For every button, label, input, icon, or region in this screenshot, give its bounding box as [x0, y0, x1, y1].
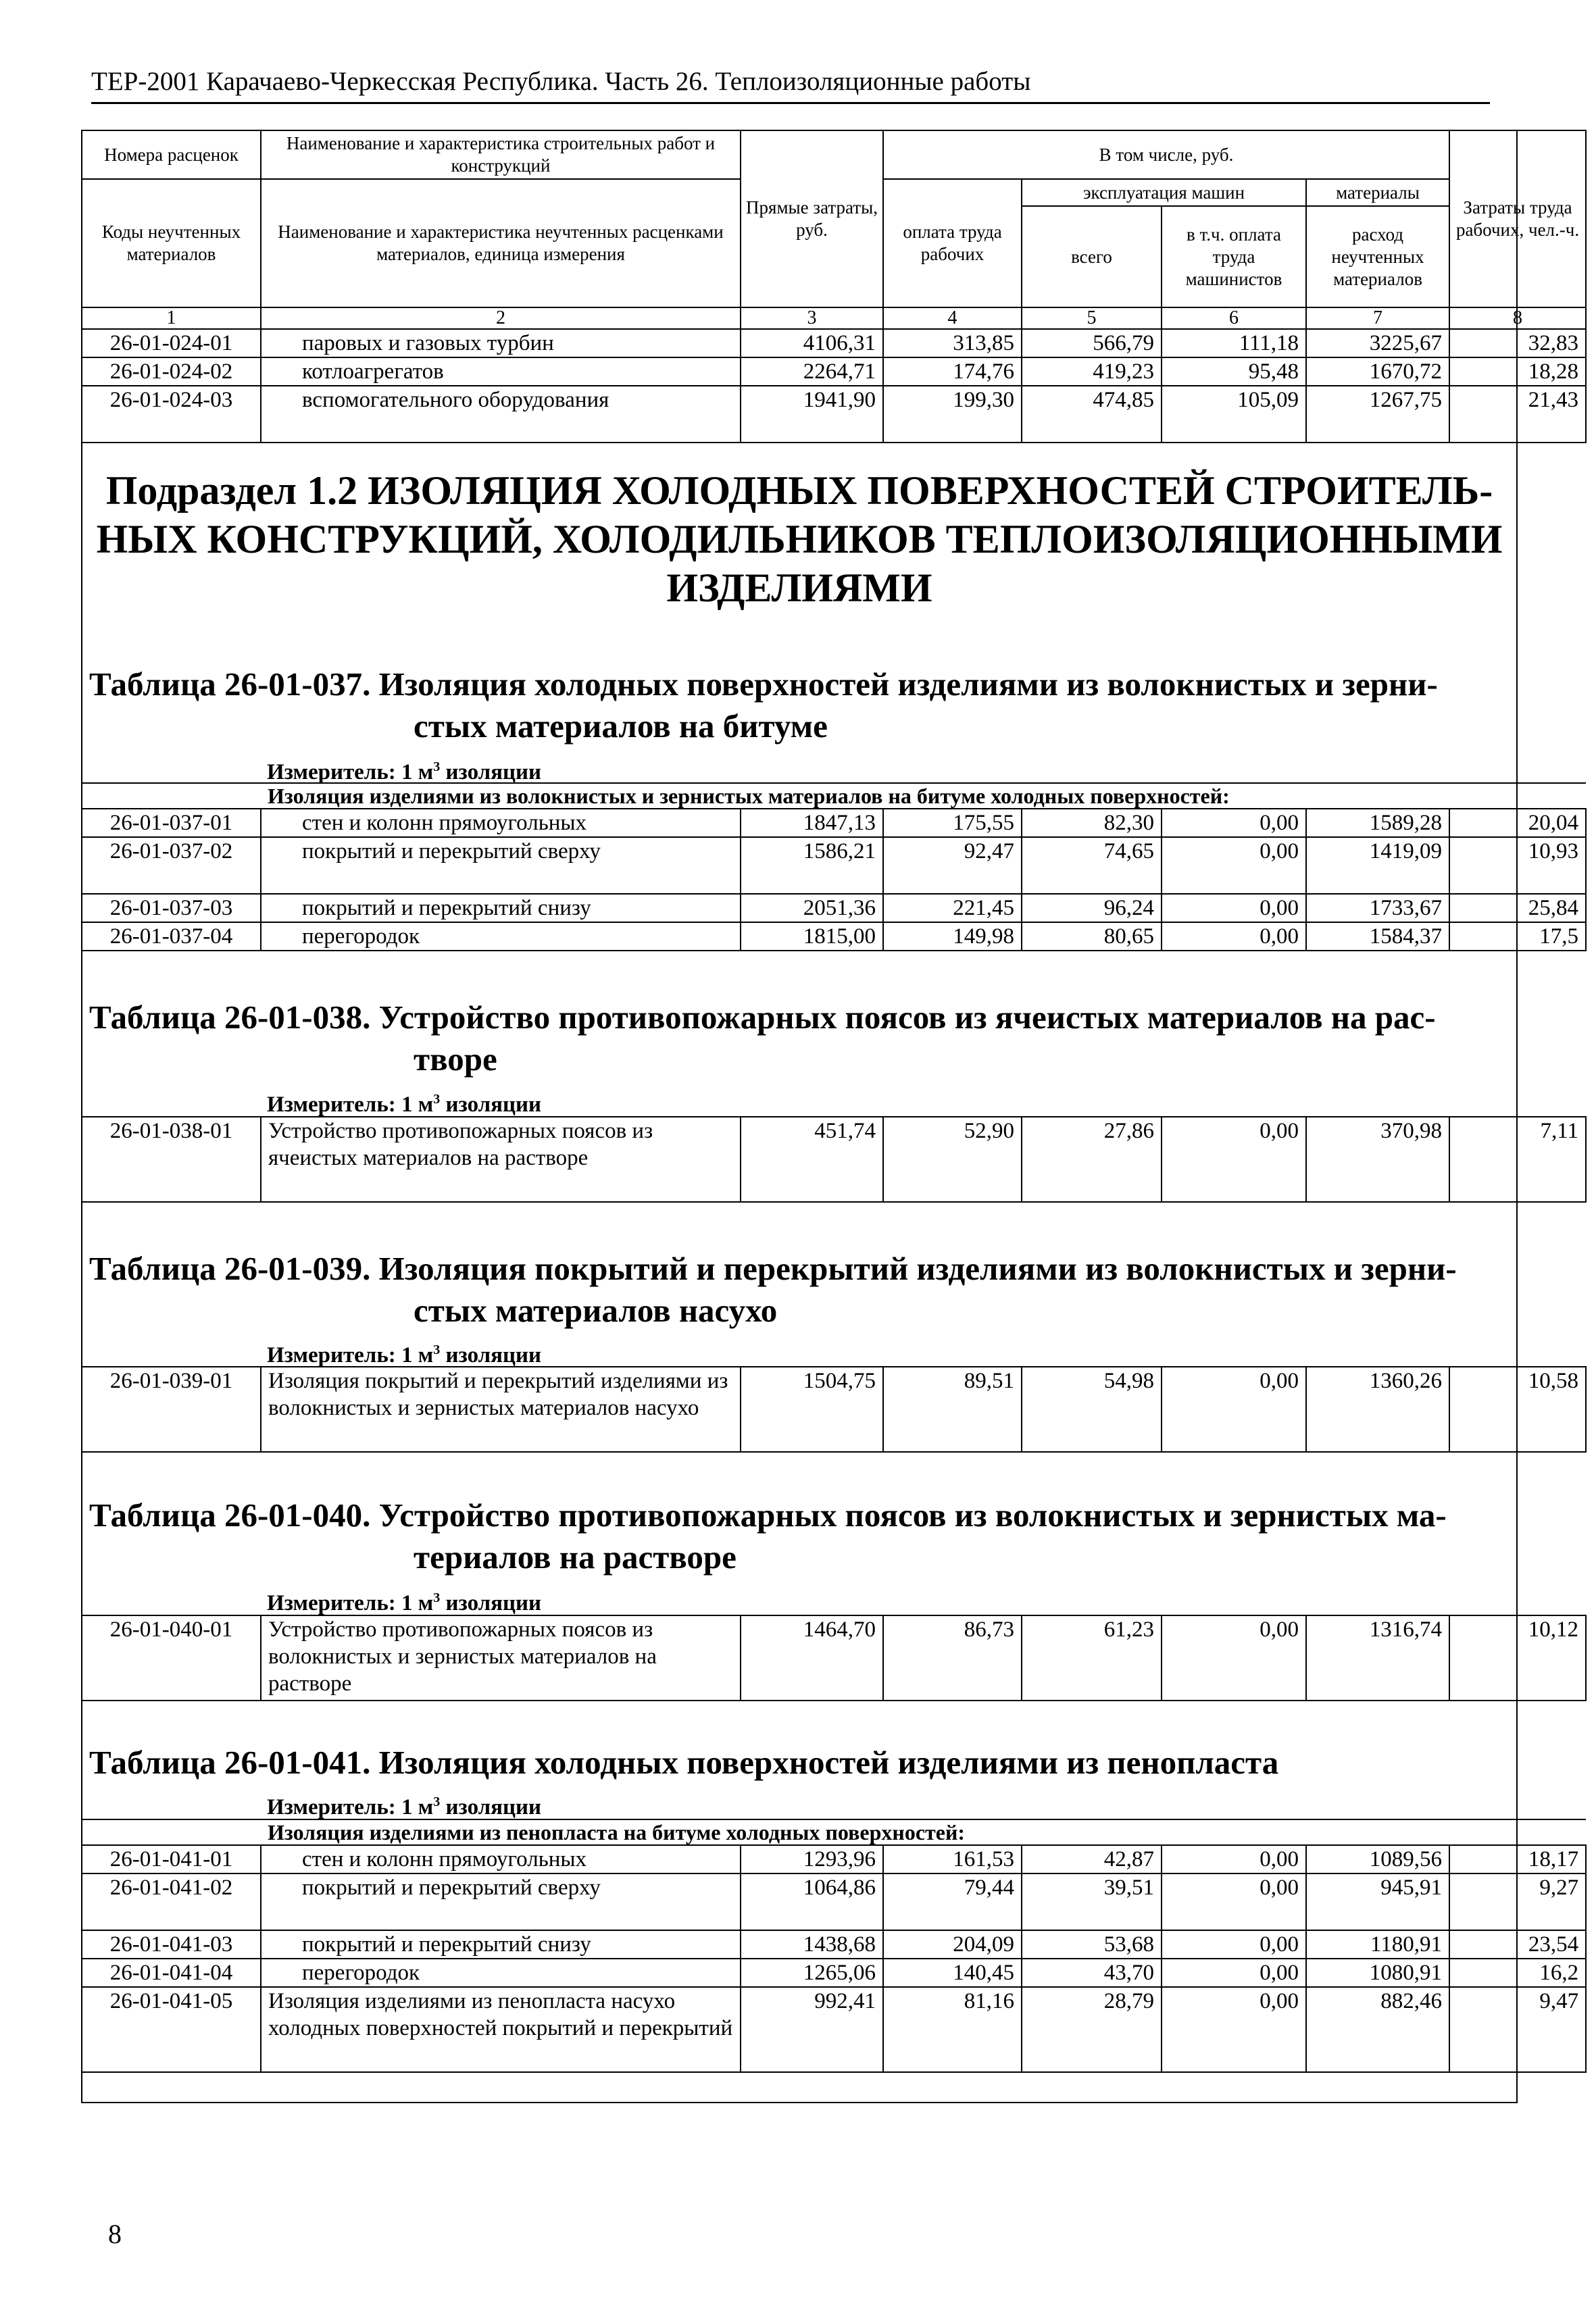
table-row	[82, 1615, 1586, 1701]
row-labor-cost: 18,28	[1449, 357, 1586, 386]
table-039	[81, 1366, 1587, 1453]
table-040-title-line-1: Таблица 26-01-040. Устройство противопожарных поясов из волокнистых и зернистых ма-	[89, 1496, 1447, 1534]
header-direct-costs: Прямые затраты, руб.	[741, 130, 883, 307]
row-machines-labor: 0,00	[1162, 1615, 1306, 1701]
row-machines-labor: 0,00	[1162, 1930, 1306, 1959]
row-code: 26-01-041-01	[82, 1845, 261, 1873]
measure-prefix: Измеритель: 1 м	[267, 1795, 434, 1819]
row-direct: 4106,31	[741, 329, 883, 357]
row-materials: 1080,91	[1306, 1959, 1449, 1987]
row-labor-cost: 9,47	[1449, 1987, 1586, 2072]
row-materials: 3225,67	[1306, 329, 1449, 357]
row-direct: 1464,70	[741, 1615, 883, 1701]
row-machines-labor: 0,00	[1162, 1845, 1306, 1873]
row-labor-pay: 161,53	[883, 1845, 1022, 1873]
header-labor-cost: Затраты труда рабочих, чел.-ч.	[1449, 130, 1586, 307]
row-machines-total: 43,70	[1022, 1959, 1162, 1987]
row-materials: 370,98	[1306, 1117, 1449, 1202]
row-name: покрытий и перекрытий снизу	[261, 894, 741, 922]
row-direct: 1504,75	[741, 1367, 883, 1452]
row-direct: 1815,00	[741, 922, 883, 951]
column-numbers-row	[82, 307, 1586, 329]
table-row	[82, 1987, 1586, 2072]
table-038-measure	[267, 1086, 541, 1118]
row-labor-pay: 52,90	[883, 1117, 1022, 1202]
table-row	[82, 837, 1586, 894]
row-name: Изоляция покрытий и перекрытий изделиями из волокнистых и зернистых материалов насухо	[261, 1367, 741, 1452]
row-direct: 1265,06	[741, 1959, 883, 1987]
row-direct: 2264,71	[741, 357, 883, 386]
row-materials: 1589,28	[1306, 809, 1449, 837]
table-041-title-line-1: Таблица 26-01-041. Изоляция холодных поверхностей изделиями из пенопласта	[89, 1744, 1279, 1781]
row-machines-labor: 0,00	[1162, 1117, 1306, 1202]
row-code: 26-01-038-01	[82, 1117, 261, 1202]
table-row	[82, 1959, 1586, 1987]
row-machines-labor: 0,00	[1162, 837, 1306, 894]
row-machines-total: 474,85	[1022, 386, 1162, 443]
row-labor-cost: 18,17	[1449, 1845, 1586, 1873]
header-materials-expense: расход неучтенных материалов	[1306, 206, 1449, 307]
row-machines-total: 419,23	[1022, 357, 1162, 386]
row-code: 26-01-041-05	[82, 1987, 261, 2072]
header-codes-top: Номера расценок	[82, 130, 261, 179]
table-row	[82, 1367, 1586, 1452]
table-037-title-line-2: стых материалов на битуме	[414, 707, 828, 745]
measure-sup: 3	[433, 1342, 441, 1357]
row-materials: 1360,26	[1306, 1367, 1449, 1452]
row-machines-labor: 0,00	[1162, 809, 1306, 837]
row-materials: 945,91	[1306, 1873, 1449, 1930]
row-machines-total: 82,30	[1022, 809, 1162, 837]
row-materials: 1089,56	[1306, 1845, 1449, 1873]
row-machines-total: 566,79	[1022, 329, 1162, 357]
section-title-line-2: НЫХ КОНСТРУКЦИЙ, ХОЛОДИЛЬНИКОВ ТЕПЛОИЗОЛЯЦИОННЫМИ	[96, 517, 1503, 561]
row-materials: 1670,72	[1306, 357, 1449, 386]
row-labor-cost: 10,93	[1449, 837, 1586, 894]
row-labor-pay: 199,30	[883, 386, 1022, 443]
row-code: 26-01-024-02	[82, 357, 261, 386]
table-038-title	[89, 997, 1508, 1080]
row-code: 26-01-037-01	[82, 809, 261, 837]
table-row	[82, 1930, 1586, 1959]
row-code: 26-01-041-02	[82, 1873, 261, 1930]
header-name-top: Наименование и характеристика строительных работ и конструкций	[261, 130, 741, 179]
table-037-title-line-1: Таблица 26-01-037. Изоляция холодных поверхностей изделиями из волокнистых и зерни-	[89, 665, 1438, 703]
row-labor-pay: 92,47	[883, 837, 1022, 894]
measure-sup: 3	[433, 1794, 441, 1809]
row-machines-labor: 111,18	[1162, 329, 1306, 357]
row-labor-pay: 221,45	[883, 894, 1022, 922]
row-machines-labor: 0,00	[1162, 1367, 1306, 1452]
colnum-2: 2	[261, 307, 741, 329]
row-name: стен и колонн прямоугольных	[261, 1845, 741, 1873]
row-labor-cost: 10,12	[1449, 1615, 1586, 1701]
row-machines-labor: 105,09	[1162, 386, 1306, 443]
row-code: 26-01-041-03	[82, 1930, 261, 1959]
row-direct: 451,74	[741, 1117, 883, 1202]
row-machines-total: 54,98	[1022, 1367, 1162, 1452]
table-039-title	[89, 1248, 1508, 1332]
table-row	[82, 386, 1586, 443]
table-037	[81, 782, 1587, 951]
colnum-5: 5	[1022, 307, 1162, 329]
table-039-measure	[267, 1336, 541, 1369]
row-labor-pay: 79,44	[883, 1873, 1022, 1930]
table-row	[82, 1845, 1586, 1873]
row-direct: 1586,21	[741, 837, 883, 894]
header-machines: эксплуатация машин	[1022, 179, 1306, 206]
table-040	[81, 1615, 1587, 1701]
row-machines-total: 80,65	[1022, 922, 1162, 951]
row-materials: 1584,37	[1306, 922, 1449, 951]
row-name: покрытий и перекрытий сверху	[261, 1873, 741, 1930]
table-037-title	[89, 663, 1508, 747]
row-labor-cost: 21,43	[1449, 386, 1586, 443]
row-materials: 1733,67	[1306, 894, 1449, 922]
colnum-1: 1	[82, 307, 261, 329]
row-labor-cost: 16,2	[1449, 1959, 1586, 1987]
table-041-group-label: Изоляция изделиями из пенопласта на битуме холодных поверхностей:	[261, 1819, 1586, 1845]
row-labor-cost: 7,11	[1449, 1117, 1586, 1202]
row-labor-pay: 174,76	[883, 357, 1022, 386]
measure-sup: 3	[433, 759, 441, 774]
table-040-title-line-2: териалов на растворе	[414, 1538, 737, 1576]
row-machines-total: 74,65	[1022, 837, 1162, 894]
row-name: покрытий и перекрытий снизу	[261, 1930, 741, 1959]
row-direct: 1438,68	[741, 1930, 883, 1959]
row-labor-cost: 20,04	[1449, 809, 1586, 837]
row-name: Устройство противопожарных поясов из волокнистых и зернистых материалов на растворе	[261, 1615, 741, 1701]
table-038	[81, 1116, 1587, 1203]
measure-suffix: изоляции	[440, 1343, 542, 1367]
row-direct: 1941,90	[741, 386, 883, 443]
table-row	[82, 809, 1586, 837]
page-number: 8	[108, 2219, 122, 2249]
row-labor-pay: 313,85	[883, 329, 1022, 357]
measure-suffix: изоляции	[440, 1591, 542, 1615]
row-machines-labor: 0,00	[1162, 922, 1306, 951]
table-row	[82, 329, 1586, 357]
row-name: Устройство противопожарных поясов из ячеистых материалов на растворе	[261, 1117, 741, 1202]
table-row	[82, 357, 1586, 386]
colnum-8: 8	[1449, 307, 1586, 329]
row-code: 26-01-041-04	[82, 1959, 261, 1987]
header-labor-pay: оплата труда рабочих	[883, 179, 1022, 307]
row-labor-cost: 17,5	[1449, 922, 1586, 951]
table-row	[82, 1117, 1586, 1202]
header-machines-total: всего	[1022, 206, 1162, 307]
measure-sup: 3	[433, 1092, 441, 1107]
row-materials: 882,46	[1306, 1987, 1449, 2072]
table-041-measure	[267, 1788, 541, 1821]
row-materials: 1267,75	[1306, 386, 1449, 443]
measure-suffix: изоляции	[440, 760, 542, 784]
measure-prefix: Измеритель: 1 м	[267, 760, 434, 784]
measure-suffix: изоляции	[440, 1092, 542, 1117]
row-labor-pay: 81,16	[883, 1987, 1022, 2072]
colnum-7: 7	[1306, 307, 1449, 329]
running-head: ТЕР-2001 Карачаево-Черкесская Республика. Часть 26. Теплоизоляционные работы	[91, 66, 1490, 104]
row-name: покрытий и перекрытий сверху	[261, 837, 741, 894]
row-code: 26-01-040-01	[82, 1615, 261, 1701]
row-code: 26-01-024-01	[82, 329, 261, 357]
row-materials: 1180,91	[1306, 1930, 1449, 1959]
measure-prefix: Измеритель: 1 м	[267, 1092, 434, 1117]
row-machines-total: 28,79	[1022, 1987, 1162, 2072]
row-name: вспомогательного оборудования	[261, 386, 741, 443]
row-labor-pay: 89,51	[883, 1367, 1022, 1452]
measure-suffix: изоляции	[440, 1795, 542, 1819]
row-materials: 1316,74	[1306, 1615, 1449, 1701]
row-machines-total: 42,87	[1022, 1845, 1162, 1873]
row-machines-total: 96,24	[1022, 894, 1162, 922]
measure-prefix: Измеритель: 1 м	[267, 1591, 434, 1615]
table-row	[82, 922, 1586, 951]
row-name: котлоагрегатов	[261, 357, 741, 386]
header-materials: материалы	[1306, 179, 1449, 206]
header-machines-labor: в т.ч. оплата труда машинистов	[1162, 206, 1306, 307]
row-name: перегородок	[261, 922, 741, 951]
row-direct: 1847,13	[741, 809, 883, 837]
row-labor-pay: 204,09	[883, 1930, 1022, 1959]
row-code: 26-01-037-03	[82, 894, 261, 922]
section-title-line-1: Подраздел 1.2 ИЗОЛЯЦИЯ ХОЛОДНЫХ ПОВЕРХНОСТЕЙ СТРОИТЕЛЬ-	[105, 468, 1493, 513]
table-038-title-line-1: Таблица 26-01-038. Устройство противопожарных поясов из ячеистых материалов на рас-	[89, 999, 1436, 1036]
row-name: Изоляция изделиями из пенопласта насухо холодных поверхностей покрытий и перекрытий	[261, 1987, 741, 2072]
table-037-group-label: Изоляция изделиями из волокнистых и зернистых материалов на битуме холодных поверхностей:	[261, 783, 1586, 809]
section-title	[81, 466, 1518, 612]
colnum-6: 6	[1162, 307, 1306, 329]
row-direct: 1064,86	[741, 1873, 883, 1930]
row-machines-total: 39,51	[1022, 1873, 1162, 1930]
row-machines-total: 53,68	[1022, 1930, 1162, 1959]
row-machines-labor: 0,00	[1162, 894, 1306, 922]
table-039-title-line-2: стых материалов насухо	[414, 1292, 778, 1329]
row-direct: 2051,36	[741, 894, 883, 922]
row-labor-cost: 32,83	[1449, 329, 1586, 357]
row-machines-labor: 0,00	[1162, 1987, 1306, 2072]
measure-prefix: Измеритель: 1 м	[267, 1343, 434, 1367]
colnum-3: 3	[741, 307, 883, 329]
table-039-title-line-1: Таблица 26-01-039. Изоляция покрытий и перекрытий изделиями из волокнистых и зерни-	[89, 1250, 1457, 1287]
row-labor-cost: 23,54	[1449, 1930, 1586, 1959]
header-name-bottom: Наименование и характеристика неучтенных расценками материалов, единица измерения	[261, 179, 741, 307]
section-title-line-3: ИЗДЕЛИЯМИ	[666, 565, 932, 610]
table-038-title-line-2: творе	[414, 1040, 497, 1078]
row-labor-pay: 149,98	[883, 922, 1022, 951]
row-direct: 1293,96	[741, 1845, 883, 1873]
row-name: паровых и газовых турбин	[261, 329, 741, 357]
table-041-title	[89, 1742, 1508, 1784]
row-code: 26-01-037-04	[82, 922, 261, 951]
row-direct: 992,41	[741, 1987, 883, 2072]
table-040-title	[89, 1494, 1508, 1578]
row-labor-pay: 175,55	[883, 809, 1022, 837]
row-code: 26-01-039-01	[82, 1367, 261, 1452]
row-machines-labor: 95,48	[1162, 357, 1306, 386]
measure-sup: 3	[433, 1590, 441, 1605]
row-labor-cost: 9,27	[1449, 1873, 1586, 1930]
row-materials: 1419,09	[1306, 837, 1449, 894]
table-040-measure	[267, 1584, 541, 1617]
row-labor-cost: 25,84	[1449, 894, 1586, 922]
table-037-measure	[267, 753, 541, 786]
row-code: 26-01-024-03	[82, 386, 261, 443]
row-labor-pay: 140,45	[883, 1959, 1022, 1987]
header-incl: В том числе, руб.	[883, 130, 1449, 179]
row-machines-total: 61,23	[1022, 1615, 1162, 1701]
row-name: стен и колонн прямоугольных	[261, 809, 741, 837]
row-labor-cost: 10,58	[1449, 1367, 1586, 1452]
table-row	[82, 1873, 1586, 1930]
row-machines-labor: 0,00	[1162, 1959, 1306, 1987]
row-machines-total: 27,86	[1022, 1117, 1162, 1202]
row-labor-pay: 86,73	[883, 1615, 1022, 1701]
table-row	[82, 894, 1586, 922]
colnum-4: 4	[883, 307, 1022, 329]
main-table-header	[81, 130, 1587, 443]
row-machines-labor: 0,00	[1162, 1873, 1306, 1930]
table-041	[81, 1819, 1587, 2073]
row-name: перегородок	[261, 1959, 741, 1987]
header-codes-bottom: Коды неучтенных материалов	[82, 179, 261, 307]
row-code: 26-01-037-02	[82, 837, 261, 894]
